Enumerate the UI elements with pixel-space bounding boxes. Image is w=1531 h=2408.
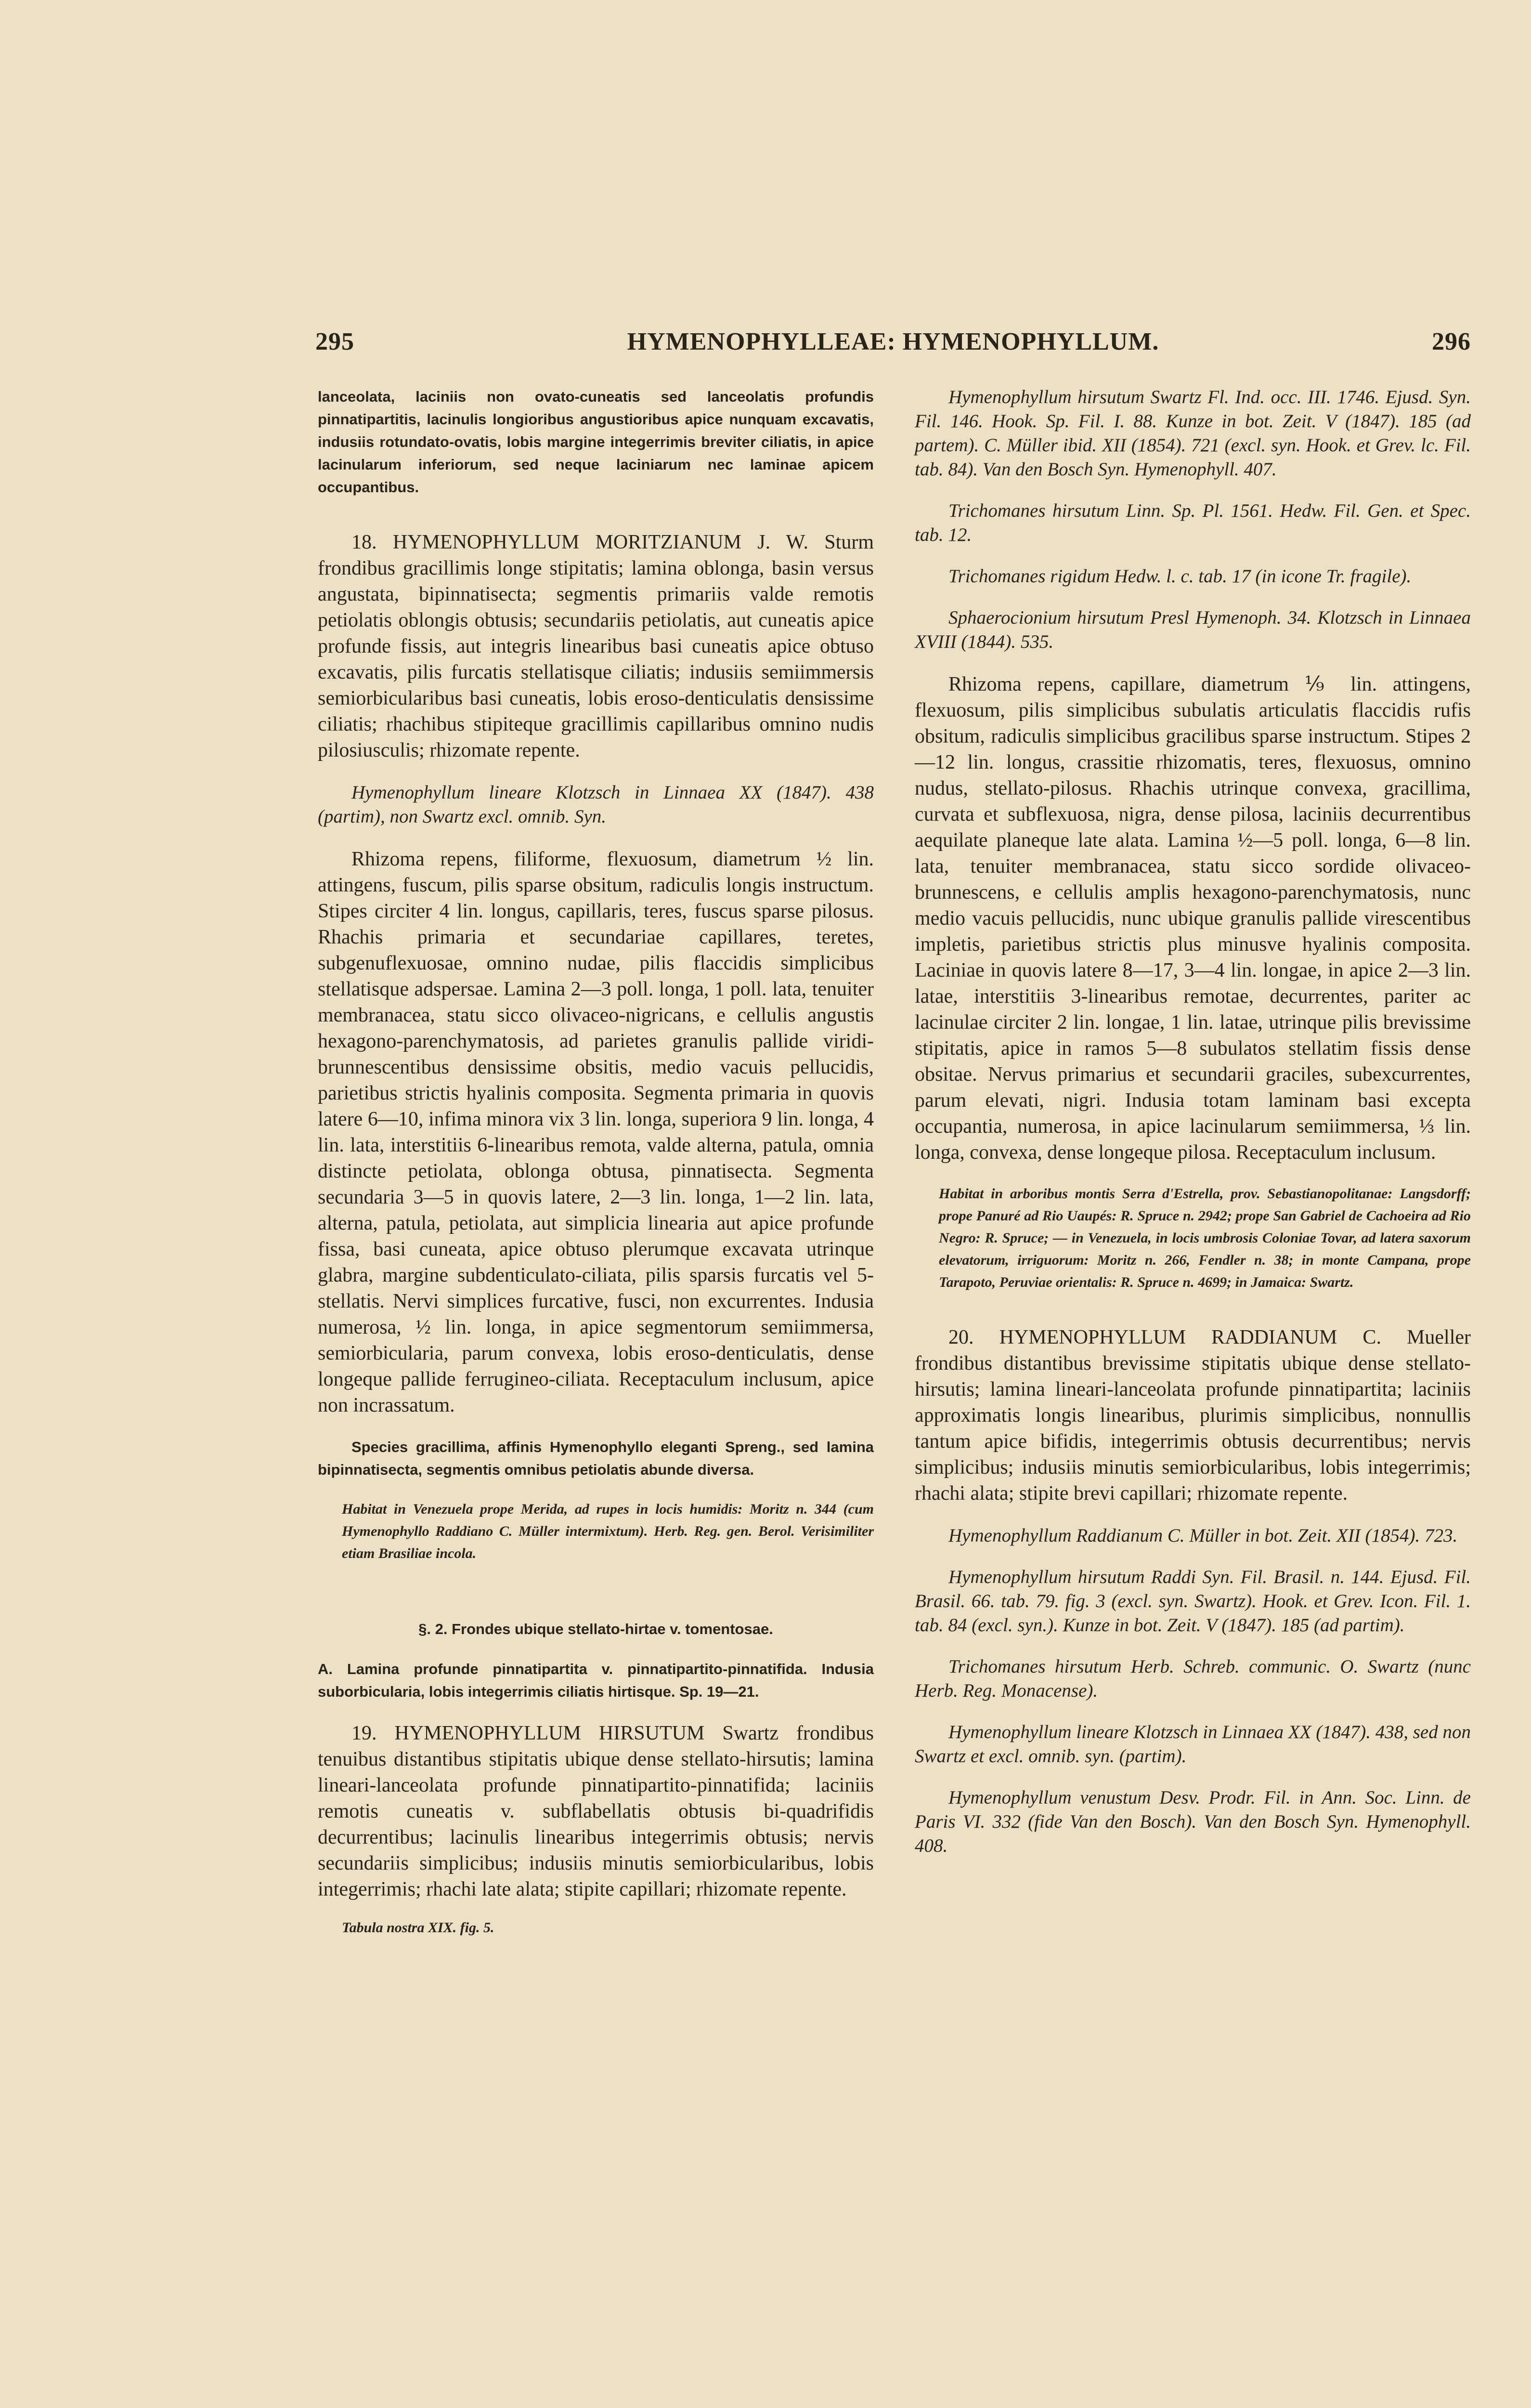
section-heading: §. 2. Frondes ubique stellato-hirtae v. tomentosae.	[418, 1621, 773, 1637]
species-20-synonym-2: Hymenophyllum hirsutum Raddi Syn. Fil. Brasil. n. 144. Ejusd. Fil. Brasil. 66. tab. 79. fig. 3 (excl. syn. Swartz). Hook. et Grev. Icon. Fil. 1. tab. 84 (excl. syn.). Kunze in bot. Zeit. V (1847). 185 (ad partim).	[915, 1567, 1471, 1636]
species-19-description: Rhizoma repens, capillare, diametrum ⅑ lin. attingens, flexuosum, pilis simplicibus subulatis articulatis flaccidis rufis obsitum, radiculis simplicibus gracilibus sparse instructum. Stipes 2—12 lin. longus, crassitie rhizomatis, teres, flexuosus, omnino nudus, stellato-pilosus. Rhachis utrinque convexa, gracillima, curvata et subflexuosa, nigra, dense pilosa, laciniis decurrentibus aequilate planeque late alata. Lamina ½—5 poll. longa, 6—8 lin. lata, tenuiter membranacea, statu sicco sordide olivaceo-brunnescens, e cellulis amplis hexagono-parenchymatosis, nunc medio vacuis pellucidis, nunc ubique granulis pallide virescentibus impletis, parietibus strictis plus minusve hyalinis composita. Laciniae in quovis latere 8—17, 3—4 lin. longae, in apice 2—3 lin. latae, interstitiis 3-linearibus remotae, decurrentes, pariter ac lacinulae circiter 2 lin. longae, 1 lin. latae, utrinque pilis brevissime stipitatis, apice in ramos 5—8 subulatos stellatim fissis dense obsitae. Nervus primarius et secundarii graciles, subexcurrentes, parum elevati, nigri. Indusia totam laminam basi excepta occupantia, numerosa, in apice lacinularum semiimmersa, ⅓ lin. longa, convexa, dense longeque pilosa. Receptaculum inclusum.	[915, 673, 1471, 1164]
species-20-synonym-4: Hymenophyllum lineare Klotzsch in Linnaea XX (1847). 438, sed non Swartz et excl. omnib. syn. (partim).	[915, 1722, 1471, 1767]
species-18-diagnosis: 18. HYMENOPHYLLUM MORITZIANUM J. W. Sturm frondibus gracillimis longe stipitatis; lamina oblonga, basin versus angustata, bipinnatisecta; segmentis primariis valde remotis petiolatis oblongis obtusis; secundariis petiolatis, aut cuneatis apice profunde fissis, aut integris linearibus basi cuneatis apice obtuso excavatis, pilis furcatis stellatisque ciliatis; indusiis semiimmersis semiorbicularibus basi cuneatis, lobis eroso-denticulatis densissime ciliatis; rhachibus stipiteque gracillimis capillaribus omnino nudis pilosiusculis; rhizomate repente.	[318, 531, 874, 761]
left-column	[318, 385, 874, 1936]
species-20-synonym-1: Hymenophyllum Raddianum C. Müller in bot. Zeit. XII (1854). 723.	[948, 1525, 1458, 1546]
subsection-heading: A. Lamina profunde pinnatipartita v. pinnatipartito-pinnatifida. Indusia suborbicularia, lobis integerrimis ciliatis hirtisque. Sp. 19—21.	[318, 1661, 874, 1700]
intro-paragraph: lanceolata, laciniis non ovato-cuneatis sed lanceolatis profundis pinnatipartitis, lacinulis longioribus angustioribus apice nunquam excavatis, indusiis rotundato-ovatis, lobis margine integerrimis breviter ciliatis, in apice lacinularum inferiorum, sed neque laciniarum nec laminae apicem occupantibus.	[318, 388, 874, 496]
species-19-synonym-1: Hymenophyllum hirsutum Swartz Fl. Ind. occ. III. 1746. Ejusd. Syn. Fil. 146. Hook. Sp. Fil. I. 88. Kunze in bot. Zeit. V (1847). 185 (ad partem). C. Müller ibid. XII (1854). 721 (excl. syn. Hook. et Grev. lc. Fil. tab. 84). Van den Bosch Syn. Hymenophyll. 407.	[915, 387, 1471, 480]
species-19-habitat: Habitat in arboribus montis Serra d'Estrella, prov. Sebastianopolitanae: Langsdorff; prope Panuré ad Rio Uaupés: R. Spruce n. 2942; prope San Gabriel de Cachoeira ad Rio Negro: R. Spruce; — in Venezuela, in locis umbrosis Coloniae Tovar, ad latera saxorum elevatorum, irriguorum: Moritz n. 266, Fendler n. 38; in monte Campana, prope Tarapoto, Peruviae orientalis: R. Spruce n. 4699; in Jamaica: Swartz.	[939, 1186, 1471, 1290]
species-19-synonym-4: Sphaerocionium hirsutum Presl Hymenoph. 34. Klotzsch in Linnaea XVIII (1844). 535.	[915, 607, 1471, 652]
page-number-right: 296	[1432, 328, 1471, 355]
species-20-synonym-3: Trichomanes hirsutum Herb. Schreb. communic. O. Swartz (nunc Herb. Reg. Monacense).	[915, 1656, 1471, 1701]
page-number-left: 295	[315, 328, 354, 355]
running-header	[315, 327, 1471, 366]
species-19-diagnosis: 19. HYMENOPHYLLUM HIRSUTUM Swartz frondibus tenuibus distantibus stipitatis ubique dense stellato-hirsutis; lamina lineari-lanceolata profunde pinnatipartito-pinnatifida; laciniis remotis cuneatis v. subflabellatis obtusis bi-quadrifidis decurrentibus; lacinulis linearibus integerrimis obtusis; nervis secundariis simplicibus; indusiis minutis semiorbicularibus, lobis integerrimis; rhachi late alata; stipite capillari; rhizomate repente.	[318, 1722, 874, 1900]
species-20-diagnosis: 20. HYMENOPHYLLUM RADDIANUM C. Mueller frondibus distantibus brevissime stipitatis ubique dense stellato-hirsutis; lamina lineari-lanceolata profunde pinnatipartita; laciniis approximatis longis linearibus, plurimis simplicibus, nonnullis tantum apice bifidis, integerrimis obtusis decurrentibus; nervis simplicibus; indusiis minutis semiorbicularibus, lobis integerrimis; rhachi alata; stipite brevi capillari; rhizomate repente.	[915, 1326, 1471, 1505]
species-19-synonym-3: Trichomanes rigidum Hedw. l. c. tab. 17 (in icone Tr. fragile).	[948, 566, 1412, 587]
species-20-synonym-5: Hymenophyllum venustum Desv. Prodr. Fil. in Ann. Soc. Linn. de Paris VI. 332 (fide Van den Bosch). Van den Bosch Syn. Hymenophyll. 408.	[915, 1787, 1471, 1856]
species-19-synonym-2: Trichomanes hirsutum Linn. Sp. Pl. 1561. Hedw. Fil. Gen. et Spec. tab. 12.	[915, 500, 1471, 545]
right-column	[915, 385, 1471, 1858]
species-19-plate-reference: Tabula nostra XIX. fig. 5.	[342, 1920, 494, 1936]
species-18-note: Species gracillima, affinis Hymenophyllo eleganti Spreng., sed lamina bipinnatisecta, segmentis omnibus petiolatis abunde diversa.	[318, 1439, 874, 1478]
species-18-habitat: Habitat in Venezuela prope Merida, ad rupes in locis humidis: Moritz n. 344 (cum Hymenophyllo Raddiano C. Müller intermixtum). Herb. Reg. gen. Berol. Verisimiliter etiam Brasiliae incola.	[342, 1501, 874, 1561]
species-18-synonym: Hymenophyllum lineare Klotzsch in Linnaea XX (1847). 438 (partim), non Swartz excl. omnib. Syn.	[318, 782, 874, 827]
species-18-description: Rhizoma repens, filiforme, flexuosum, diametrum ½ lin. attingens, fuscum, pilis sparse obsitum, radiculis longis instructum. Stipes circiter 4 lin. longus, capillaris, teres, fuscus sparse pilosus. Rhachis primaria et secundariae capillares, teretes, subgenuflexuosae, omnino nudae, pilis flaccidis simplicibus stellatisque adspersae. Lamina 2—3 poll. longa, 1 poll. lata, tenuiter membranacea, statu sicco olivaceo-nigricans, e cellulis angustis hexagono-parenchymatosis, ad parietes granulis pallide viridi-brunnescentibus densissime obsitis, medio vacuis pellucidis, parietibus strictis hyalinis composita. Segmenta primaria in quovis latere 6—10, infima minora vix 3 lin. longa, superiora 9 lin. longa, 4 lin. lata, interstitiis 6-linearibus remota, valde alterna, patula, omnia distincte petiolata, oblonga obtusa, pinnatisecta. Segmenta secundaria 3—5 in quovis latere, 2—3 lin. longa, 1—2 lin. lata, alterna, patula, petiolata, aut simplicia linearia aut apice profunde fissa, basi cuneata, apice obtuso plerumque excavata utrinque glabra, margine subdenticulato-ciliata, pilis sparsis furcatis vel 5-stellatis. Nervi simplices furcativе, fusci, non excurrentes. Indusia numerosa, ½ lin. longa, in apice segmentorum semiimmersa, semiorbicularia, parum convexa, lobis eroso-denticulatis, dense longeque pallide ferrugineo-ciliata. Receptaculum inclusum, apice non incrassatum.	[318, 848, 874, 1416]
running-title: HYMENOPHYLLEAE: HYMENOPHYLLUM.	[627, 328, 1159, 355]
